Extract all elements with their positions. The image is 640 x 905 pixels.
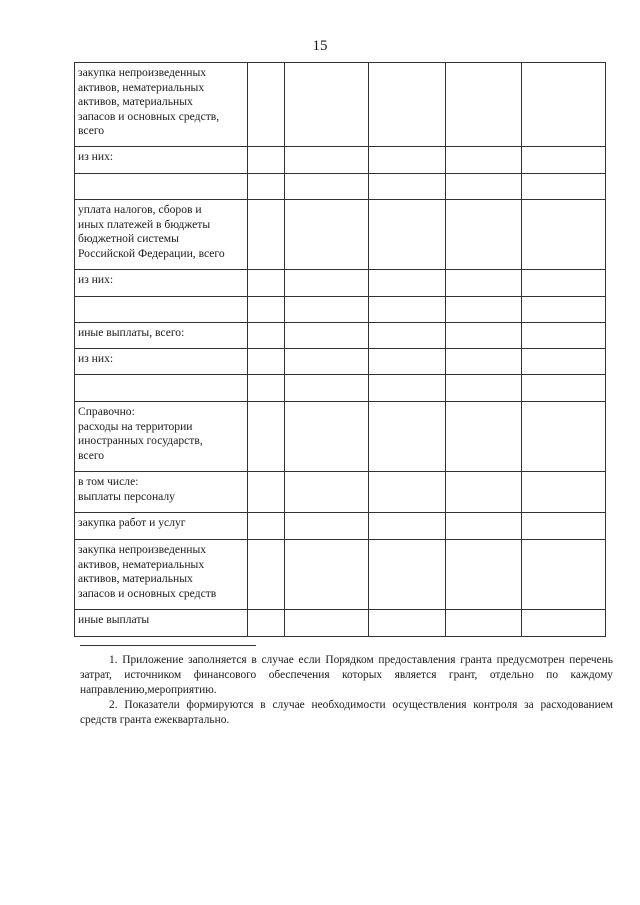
empty-value-cell bbox=[248, 63, 285, 147]
empty-value-cell bbox=[522, 270, 606, 297]
empty-value-cell bbox=[369, 147, 446, 174]
empty-value-cell bbox=[248, 349, 285, 375]
empty-value-cell bbox=[285, 297, 369, 323]
empty-value-cell bbox=[369, 375, 446, 402]
empty-value-cell bbox=[285, 63, 369, 147]
empty-value-cell bbox=[522, 200, 606, 270]
row-label: иные выплаты, всего: bbox=[75, 323, 248, 349]
empty-value-cell bbox=[248, 323, 285, 349]
table-row bbox=[75, 200, 606, 270]
empty-value-cell bbox=[285, 174, 369, 200]
empty-value-cell bbox=[446, 540, 522, 610]
row-label: иные выплаты bbox=[75, 610, 248, 637]
empty-value-cell bbox=[522, 174, 606, 200]
table-row bbox=[75, 540, 606, 610]
empty-value-cell bbox=[285, 270, 369, 297]
empty-value-cell bbox=[522, 402, 606, 472]
empty-value-cell bbox=[369, 513, 446, 540]
empty-value-cell bbox=[446, 375, 522, 402]
table-row bbox=[75, 270, 606, 297]
empty-value-cell bbox=[369, 200, 446, 270]
empty-value-cell bbox=[248, 375, 285, 402]
empty-value-cell bbox=[369, 323, 446, 349]
empty-value-cell bbox=[446, 610, 522, 637]
row-label: из них: bbox=[75, 349, 248, 375]
empty-value-cell bbox=[446, 402, 522, 472]
empty-value-cell bbox=[369, 610, 446, 637]
empty-value-cell bbox=[285, 200, 369, 270]
footnotes bbox=[80, 653, 613, 728]
empty-value-cell bbox=[369, 349, 446, 375]
empty-value-cell bbox=[522, 513, 606, 540]
empty-value-cell bbox=[248, 610, 285, 637]
empty-value-cell bbox=[446, 147, 522, 174]
row-label: в том числе: выплаты персоналу bbox=[75, 472, 248, 513]
table-row bbox=[75, 297, 606, 323]
table-row bbox=[75, 349, 606, 375]
empty-value-cell bbox=[522, 610, 606, 637]
row-label bbox=[75, 375, 248, 402]
empty-value-cell bbox=[285, 513, 369, 540]
row-label: Справочно: расходы на территории иностранных государств, всего bbox=[75, 402, 248, 472]
empty-value-cell bbox=[369, 270, 446, 297]
row-label: закупка непроизведенных активов, нематериальных активов, материальных запасов и основных средств, всего bbox=[75, 63, 248, 147]
expenses-table-body bbox=[75, 63, 606, 637]
empty-value-cell bbox=[248, 402, 285, 472]
footnote-2: 2. Показатели формируются в случае необходимости осуществления контроля за расходованием средств гранта ежеквартально. bbox=[80, 699, 613, 726]
page-number: 15 bbox=[312, 38, 328, 54]
empty-value-cell bbox=[248, 472, 285, 513]
footnote-separator bbox=[80, 645, 256, 646]
empty-value-cell bbox=[446, 323, 522, 349]
empty-value-cell bbox=[369, 297, 446, 323]
expenses-table bbox=[74, 62, 606, 637]
empty-value-cell bbox=[522, 540, 606, 610]
empty-value-cell bbox=[446, 513, 522, 540]
empty-value-cell bbox=[446, 200, 522, 270]
empty-value-cell bbox=[248, 297, 285, 323]
empty-value-cell bbox=[248, 270, 285, 297]
table-row bbox=[75, 610, 606, 637]
empty-value-cell bbox=[248, 147, 285, 174]
empty-value-cell bbox=[285, 540, 369, 610]
empty-value-cell bbox=[522, 297, 606, 323]
empty-value-cell bbox=[522, 63, 606, 147]
row-label: из них: bbox=[75, 147, 248, 174]
empty-value-cell bbox=[522, 349, 606, 375]
empty-value-cell bbox=[248, 540, 285, 610]
empty-value-cell bbox=[248, 174, 285, 200]
empty-value-cell bbox=[285, 610, 369, 637]
empty-value-cell bbox=[446, 472, 522, 513]
empty-value-cell bbox=[369, 472, 446, 513]
row-label: уплата налогов, сборов и иных платежей в бюджеты бюджетной системы Российской Федерации, всего bbox=[75, 200, 248, 270]
empty-value-cell bbox=[285, 323, 369, 349]
table-row bbox=[75, 174, 606, 200]
empty-value-cell bbox=[522, 323, 606, 349]
empty-value-cell bbox=[285, 349, 369, 375]
empty-value-cell bbox=[446, 174, 522, 200]
table-row bbox=[75, 375, 606, 402]
empty-value-cell bbox=[522, 375, 606, 402]
row-label bbox=[75, 174, 248, 200]
empty-value-cell bbox=[446, 270, 522, 297]
footnote-1: 1. Приложение заполняется в случае если Порядком предоставления гранта предусмотрен перечень затрат, источником финансового обеспечения которых является грант, отдельно по каждому направлению,мероприятию. bbox=[80, 654, 613, 696]
empty-value-cell bbox=[248, 513, 285, 540]
row-label: закупка работ и услуг bbox=[75, 513, 248, 540]
empty-value-cell bbox=[285, 147, 369, 174]
empty-value-cell bbox=[285, 375, 369, 402]
row-label bbox=[75, 297, 248, 323]
empty-value-cell bbox=[369, 402, 446, 472]
table-row bbox=[75, 472, 606, 513]
table-row bbox=[75, 63, 606, 147]
empty-value-cell bbox=[522, 147, 606, 174]
empty-value-cell bbox=[446, 297, 522, 323]
row-label: закупка непроизведенных активов, нематериальных активов, материальных запасов и основных средств bbox=[75, 540, 248, 610]
empty-value-cell bbox=[369, 63, 446, 147]
table-row bbox=[75, 147, 606, 174]
empty-value-cell bbox=[522, 472, 606, 513]
empty-value-cell bbox=[446, 349, 522, 375]
empty-value-cell bbox=[446, 63, 522, 147]
empty-value-cell bbox=[369, 540, 446, 610]
empty-value-cell bbox=[285, 472, 369, 513]
row-label: из них: bbox=[75, 270, 248, 297]
table-row bbox=[75, 513, 606, 540]
table-row bbox=[75, 323, 606, 349]
empty-value-cell bbox=[248, 200, 285, 270]
empty-value-cell bbox=[369, 174, 446, 200]
table-row bbox=[75, 402, 606, 472]
empty-value-cell bbox=[285, 402, 369, 472]
